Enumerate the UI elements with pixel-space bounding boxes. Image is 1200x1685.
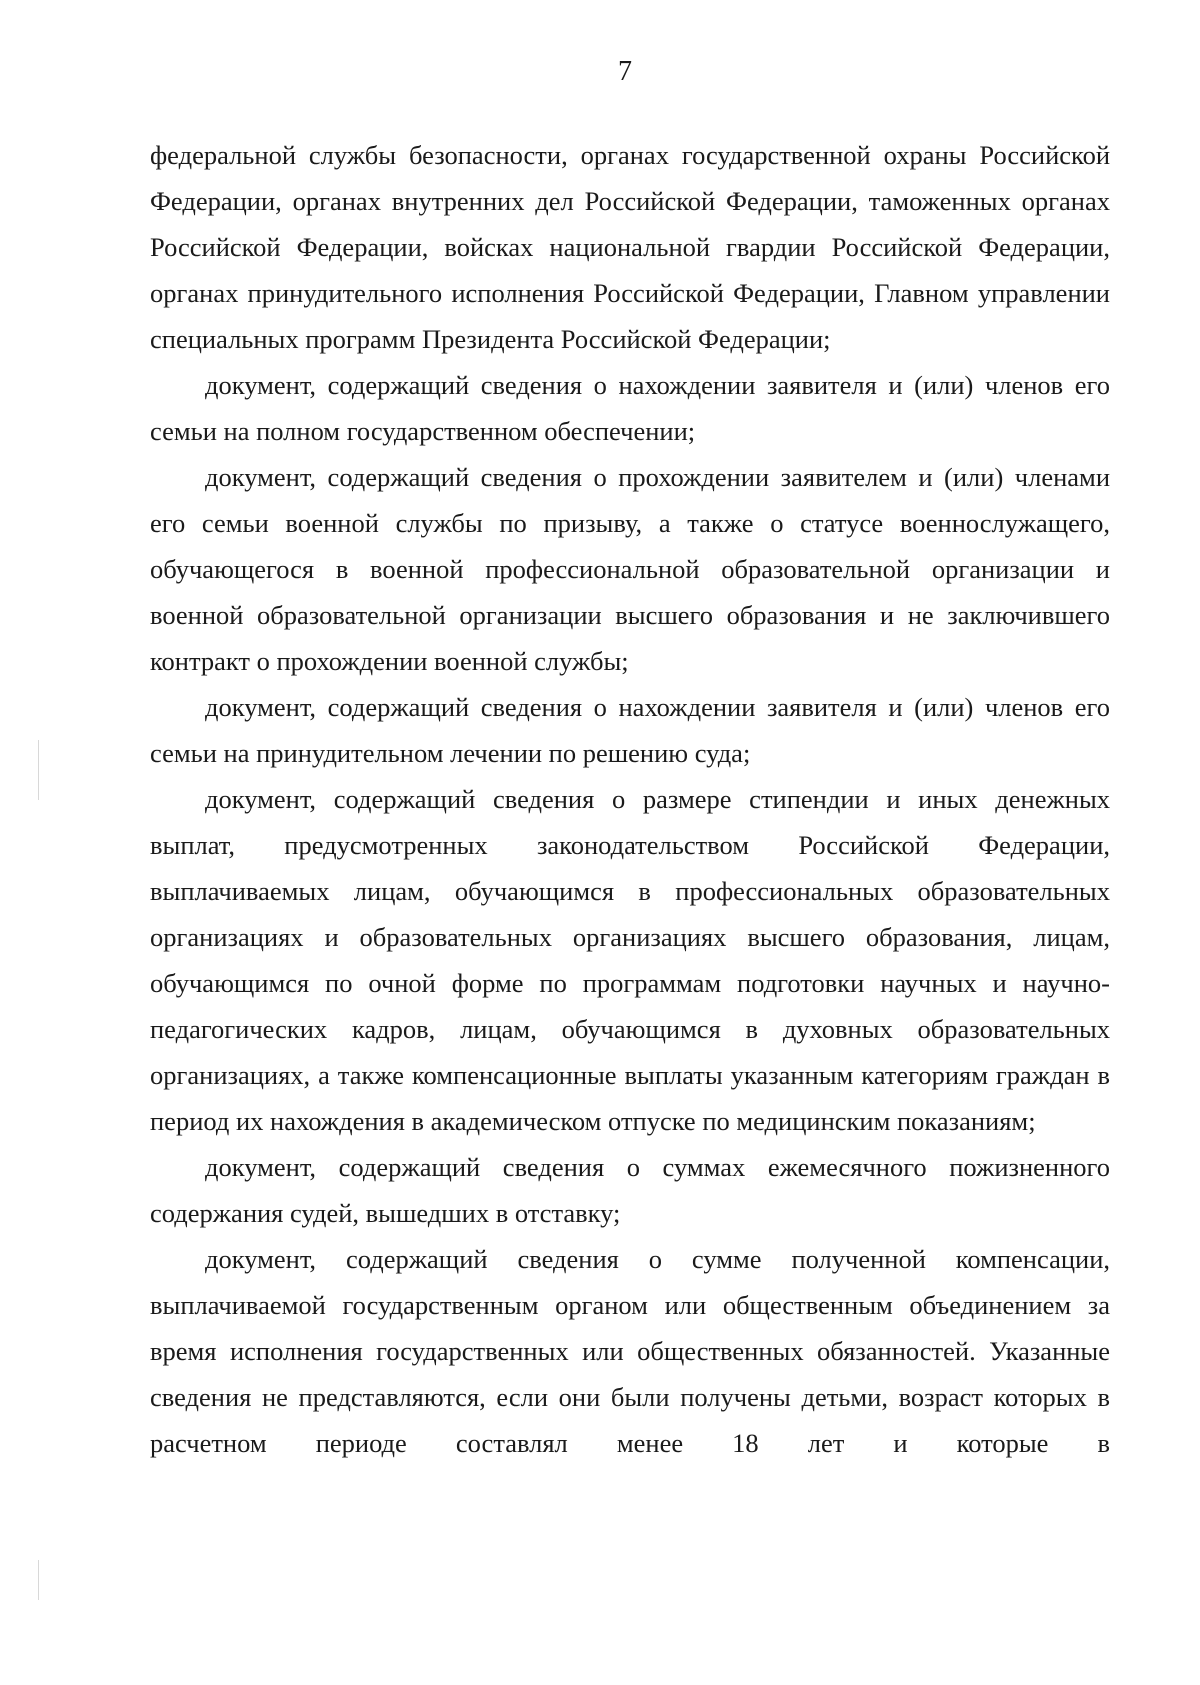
paragraph-compensation: документ, содержащий сведения о сумме полученной компенсации, выплачиваемой государственным органом или общественным объединением за время исполнения государственных или общественных обязанностей. Указанные сведения не представляются, если они были получены детьми, возраст которых в расчетном периоде составлял менее 18 лет и которые в <box>150 1244 1110 1458</box>
paragraph-full-state-support: документ, содержащий сведения о нахождении заявителя и (или) членов его семьи на полном государственном обеспечении; <box>150 370 1110 446</box>
scan-artifact-line <box>38 740 39 800</box>
paragraph-military-service: документ, содержащий сведения о прохождении заявителем и (или) членами его семьи военной службы по призыву, а также о статусе военнослужащего, обучающегося в военной профессиональной образовательной организации и военной образовательной организации высшего образования и не заключившего контракт о прохождении военной службы; <box>150 462 1110 676</box>
paragraph-stipend: документ, содержащий сведения о размере стипендии и иных денежных выплат, предусмотренных законодательством Российской Федерации, выплачиваемых лицам, обучающимся в профессиональных образовательных организациях и образовательных организациях высшего образования, лицам, обучающимся по очной форме по программам подготовки научных и научно-педагогических кадров, лицам, обучающимся в духовных образовательных организациях, а также компенсационные выплаты указанным категориям граждан в период их нахождения в академическом отпуске по медицинским показаниям; <box>150 784 1110 1136</box>
paragraph-retired-judges: документ, содержащий сведения о суммах ежемесячного пожизненного содержания судей, вышедших в отставку; <box>150 1152 1110 1228</box>
document-body <box>150 132 1110 1466</box>
paragraph-compulsory-treatment: документ, содержащий сведения о нахождении заявителя и (или) членов его семьи на принудительном лечении по решению суда; <box>150 692 1110 768</box>
paragraph-continuation: федеральной службы безопасности, органах государственной охраны Российской Федерации, органах внутренних дел Российской Федерации, таможенных органах Российской Федерации, войсках национальной гвардии Российской Федерации, органах принудительного исполнения Российской Федерации, Главном управлении специальных программ Президента Российской Федерации; <box>150 140 1110 354</box>
page-number: 7 <box>618 56 632 87</box>
scan-artifact-line <box>38 1560 39 1600</box>
